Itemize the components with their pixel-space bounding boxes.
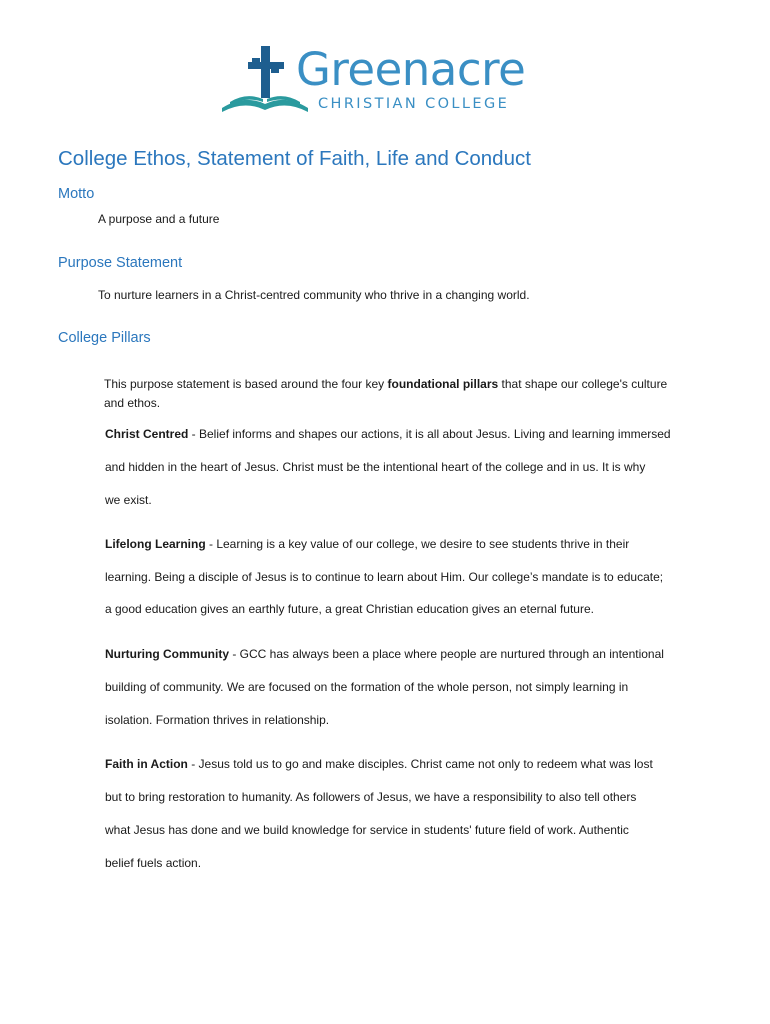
pillar-text-line: we exist. (105, 493, 152, 507)
document-title: College Ethos, Statement of Faith, Life and Conduct (58, 147, 531, 170)
pillar-text: - Belief informs and shapes our actions, it is all about Jesus. Living and learning immersed (188, 427, 671, 441)
purpose-text: To nurture learners in a Christ-centred community who thrive in a changing world. (98, 288, 530, 302)
pillar-text-line: building of community. We are focused on the formation of the whole person, not simply learning in (105, 680, 629, 694)
pillar-name: Faith in Action (105, 757, 188, 771)
pillar-text-line: belief fuels action. (105, 856, 202, 870)
pillar-text-line: but to bring restoration to humanity. As followers of Jesus, we have a responsibility to also tell others (105, 790, 637, 804)
intro-bold-phrase: foundational pillars (387, 377, 499, 391)
logo-wordmark: Greenacre (296, 43, 526, 96)
pillar-text-line: what Jesus has done and we build knowledge for service in students' future field of work. Authentic (105, 823, 629, 837)
motto-heading: Motto (58, 186, 95, 202)
pillar-text-line: a good education gives an earthly future, a great Christian education gives an eternal future. (105, 602, 594, 616)
pillars-intro-line2: and ethos. (104, 396, 161, 410)
pillar-name: Lifelong Learning (105, 537, 206, 551)
college-logo (220, 44, 550, 116)
intro-text-end: that shape our college's culture (498, 377, 668, 391)
pillar-text: - GCC has always been a place where people are nurtured through an intentional (229, 647, 664, 661)
pillars-intro (104, 376, 667, 392)
logo-subtitle: CHRISTIAN COLLEGE (318, 96, 510, 112)
pillar-name: Nurturing Community (105, 647, 229, 661)
pillar-nurturing-community (105, 646, 664, 662)
intro-text-start: This purpose statement is based around the four key (104, 377, 388, 391)
pillar-name: Christ Centred (105, 427, 189, 441)
pillar-christ-centred (105, 426, 671, 442)
pillar-text-line: and hidden in the heart of Jesus. Christ must be the intentional heart of the college and in us. It is why (105, 460, 646, 474)
pillar-faith-in-action (105, 756, 653, 772)
motto-text: A purpose and a future (98, 212, 220, 226)
pillar-text: - Learning is a key value of our college, we desire to see students thrive in their (205, 537, 630, 551)
pillar-text-line: learning. Being a disciple of Jesus is to continue to learn about Him. Our college’s mandate is to educate; (105, 570, 664, 584)
purpose-heading: Purpose Statement (58, 255, 183, 271)
pillar-text-line: isolation. Formation thrives in relationship. (105, 713, 330, 727)
pillar-lifelong-learning (105, 536, 629, 552)
pillar-text: - Jesus told us to go and make disciples. Christ came not only to redeem what was lost (187, 757, 653, 771)
pillars-heading: College Pillars (58, 330, 151, 346)
